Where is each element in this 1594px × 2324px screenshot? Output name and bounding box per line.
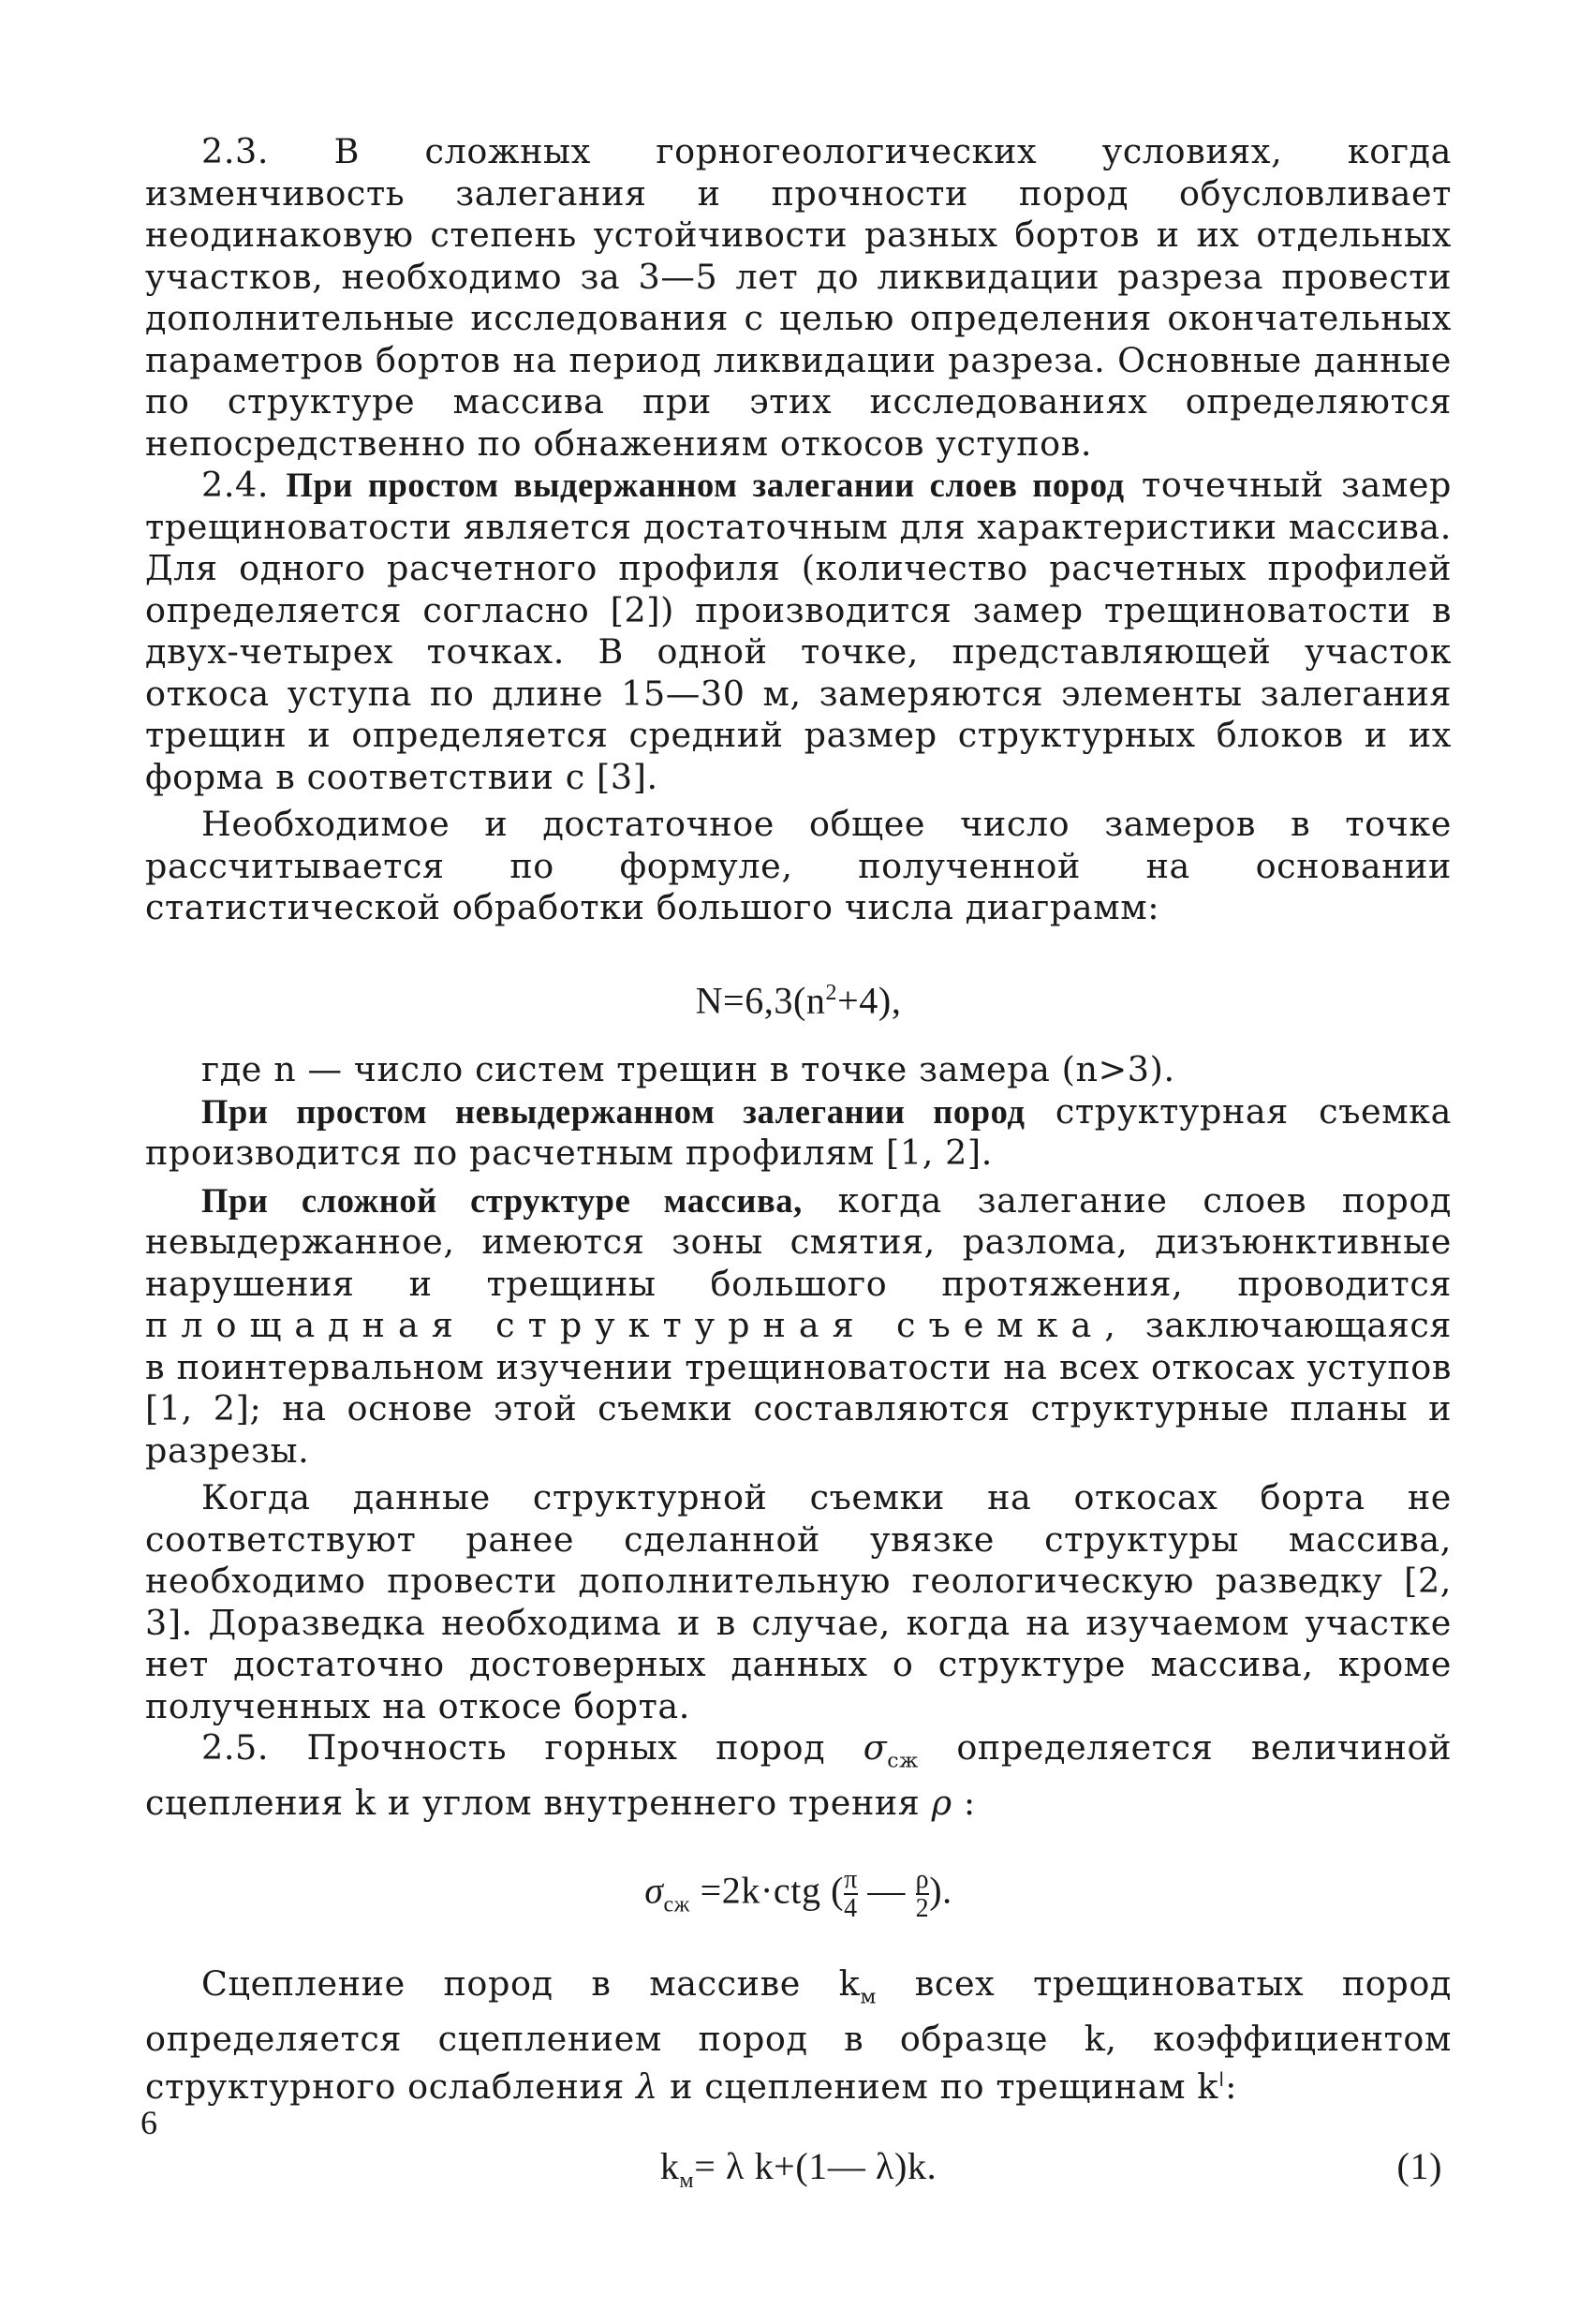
bold-heading: При простом невыдержанном залегании пород <box>201 1091 1026 1131</box>
paragraph-text: когда залегание слоев пород невыдержанное, имеются зоны смятия, разлома, дизъюнктивные нарушения и трещины большого протяжения, проводится <box>145 1179 1452 1304</box>
paragraph-simple-structure <box>145 1091 1452 1175</box>
page-number: 6 <box>140 2104 157 2141</box>
paragraph-calc: Необходимое и достаточное общее число замеров в точке рассчитывается по формуле, полученной на основании статистической обработки большого числа диаграмм: <box>145 804 1452 927</box>
paragraph-complex-structure <box>145 1180 1452 1473</box>
paragraph-cohesion: Сцепление пород в массиве $k_м$ всех трещиноватых пород определяется сцеплением пород в образце k, коэффициентом структурного ослабления λ и сцеплением по трещинам $k^ǀ$: <box>145 1962 1452 2108</box>
formula-strength: $\sigma_{сж} =2k\cdot ctg$ ( $\frac{\pi}{4}$ — $\frac{\rho}{2}$ ). <box>644 1864 952 1924</box>
paragraph-where: где n — число систем трещин в точке замера (n>3). <box>201 1049 1175 1090</box>
sigma-symbol: $\sigma_{сж}$ <box>863 1727 919 1773</box>
paragraph-text: точечный замер трещиноватости является достаточным для характеристики массива. Для одного расчетного профиля (количество расчетных профилей определяется согласно [2]) производится замер трещиноватости в двух-четырех точках. В одной точке, представляющей участок откоса уступа по длине 15—30 м, замеряются элементы залегания трещин и определяется средний размер структурных блоков и их форма в соответствии с [3]. <box>145 465 1452 797</box>
formula-1: $k_м= \lambda$ k+(1— λ)k. (1) <box>659 2144 1442 2193</box>
paragraph-text: структурная съемка производится по расчетным профилям [1, 2]. <box>145 1090 1453 1174</box>
paragraph-number: 2.4. <box>201 465 270 505</box>
bold-heading: При простом выдержанном залегании слоев пород <box>286 466 1125 504</box>
paragraph-additional-survey: Когда данные структурной съемки на откосах борта не соответствуют ранее сделанной увязке структуры массива, необходимо провести дополнительную геологическую разведку [2, 3]. Доразведка необходима и в случае, когда на изучаемом участке нет достаточно достоверных данных о структуре массива, кроме полученных на откосе борта. <box>145 1477 1452 1726</box>
bold-heading: При сложной структуре массива, <box>201 1180 803 1220</box>
paragraph-text: заключающаяся в поинтервальном изучении трещиноватости на всех откосах уступов [1, 2]; на основе этой съемки составляются структурные планы и разрезы. <box>145 1305 1452 1471</box>
fraction-pi-4: $\frac{\pi}{4}$ <box>844 1864 858 1924</box>
paragraph-2-5: 2.5. Прочность горных пород $\sigma_{сж}$ определяется величиной сцепления k и углом внутреннего трения ρ : <box>145 1727 1452 1824</box>
equation-number: (1) <box>1396 2144 1442 2187</box>
rho-symbol: ρ <box>931 1783 952 1824</box>
spaced-term: площадная структурная съемка, <box>145 1305 1129 1346</box>
fraction-rho-2: $\frac{\rho}{2}$ <box>915 1864 930 1924</box>
main-text <box>145 131 1452 2201</box>
formula-n: $N=6,3(n^2+4)$, <box>695 978 902 1021</box>
paragraph-2-3: 2.3. В сложных горногеологических условиях, когда изменчивость залегания и прочности пород обусловливает неодинаковую степень устойчивости разных бортов и их отдельных участков, необходимо за 3—5 лет до ликвидации разреза провести дополнительные исследования с целью определения окончательных параметров бортов на период ликвидации разреза. Основные данные по структуре массива при этих исследованиях определяются непосредственно по обнажениям откосов уступов. <box>145 131 1452 464</box>
paragraph-2-4 <box>145 465 1452 798</box>
